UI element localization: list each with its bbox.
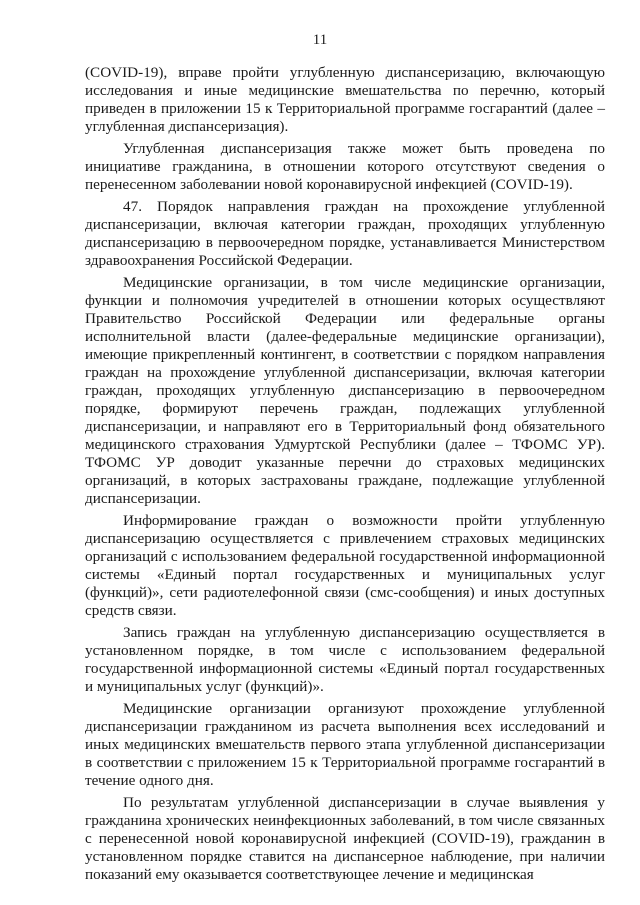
document-body [85, 64, 605, 888]
page-number: 11 [312, 32, 328, 48]
paragraph-2: Углубленная диспансеризация также может быть проведена по инициативе гражданина, в отношении которого отсутствуют сведения о перенесенном заболевании новой коронавирусной инфекцией (COVID-19). [85, 140, 605, 193]
paragraph-1: (COVID-19), вправе пройти углубленную диспансеризацию, включающую исследования и иные медицинские вмешательства по перечню, который приведен в приложении 15 к Территориальной программе госгарантий (далее – углубленная диспансеризация). [85, 64, 605, 135]
paragraph-4: Медицинские организации, в том числе медицинские организации, функции и полномочия учредителей в отношении которых осуществляют Правительство Российской Федерации или федеральные органы исполнительной власти (далее-федеральные медицинские организации), имеющие прикрепленный контингент, в соответствии с порядком направления граждан на прохождение углубленной диспансеризации, включая категории граждан, проходящих углубленную диспансеризацию в первоочередном порядке, формируют перечень граждан, подлежащих углубленной диспансеризации, и направляют его в Территориальный фонд обязательного медицинского страхования Удмуртской Республики (далее – ТФОМС УР). ТФОМС УР доводит указанные перечни до страховых медицинских организаций, в которых застрахованы граждане, подлежащие углубленной диспансеризации. [85, 274, 605, 507]
paragraph-5: Информирование граждан о возможности пройти углубленную диспансеризацию осуществляется с привлечением страховых медицинских организаций с использованием федеральной государственной информационной системы «Единый портал государственных и муниципальных услуг (функций)», сети радиотелефонной связи (смс-сообщения) и иных доступных средств связи. [85, 512, 605, 619]
paragraph-8: По результатам углубленной диспансеризации в случае выявления у гражданина хронических неинфекционных заболеваний, в том числе связанных с перенесенной новой коронавирусной инфекцией (COVID-19), гражданин в установленном порядке ставится на диспансерное наблюдение, при наличии показаний ему оказывается соответствующее лечение и медицинская [85, 794, 605, 883]
paragraph-7: Медицинские организации организуют прохождение углубленной диспансеризации гражданином из расчета выполнения всех исследований и иных медицинских вмешательств первого этапа углубленной диспансеризации в соответствии с приложением 15 к Территориальной программе госгарантий в течение одного дня. [85, 700, 605, 789]
paragraph-6: Запись граждан на углубленную диспансеризацию осуществляется в установленном порядке, в том числе с использованием федеральной государственной информационной системы «Единый портал государственных и муниципальных услуг (функций)». [85, 624, 605, 695]
paragraph-3: 47. Порядок направления граждан на прохождение углубленной диспансеризации, включая категории граждан, проходящих углубленную диспансеризацию в первоочередном порядке, устанавливается Министерством здравоохранения Российской Федерации. [85, 198, 605, 269]
